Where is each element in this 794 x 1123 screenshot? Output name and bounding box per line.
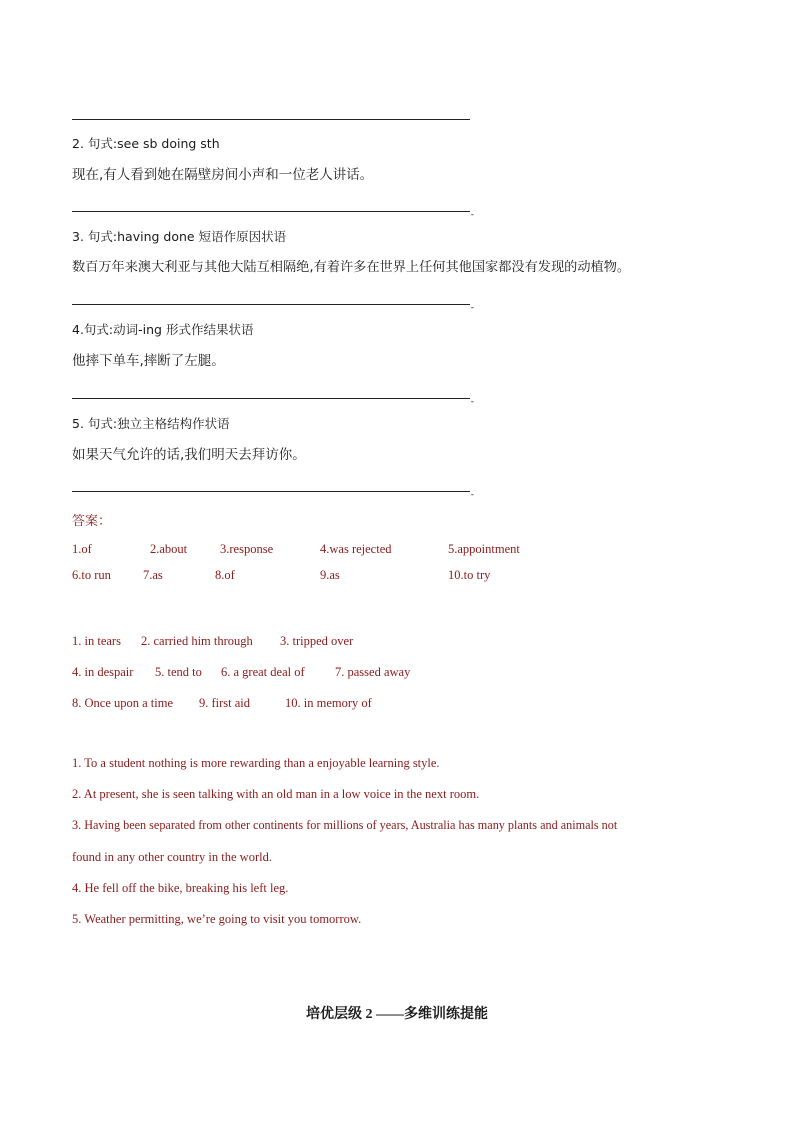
line-end-mark: - [470, 303, 474, 313]
question-3-prompt: 数百万年来澳大利亚与其他大陆互相隔绝,有着许多在世界上任何其他国家都没有发现的动植物。 [72, 260, 631, 275]
question-5-header: 5. 句式:独立主格结构作状语 [72, 416, 230, 431]
phrase-answer: 9. first aid [199, 696, 251, 710]
answer-line-2[interactable] [72, 210, 474, 220]
translation-answer: 5. Weather permitting, we’re going to visit you tomorrow. [72, 912, 362, 926]
vocab-answer: 8.of [215, 568, 235, 582]
answer-line-1[interactable] [72, 119, 470, 120]
line-end-mark: - [470, 210, 474, 220]
section-title: 培优层级 2 ——多维训练提能 [306, 1007, 488, 1022]
phrase-answer: 3. tripped over [280, 634, 354, 648]
vocab-answer: 9.as [320, 568, 340, 582]
translation-answer: 1. To a student nothing is more rewarding than a enjoyable learning style. [72, 756, 440, 770]
phrase-answer: 10. in memory of [285, 696, 372, 710]
vocab-answer: 2.about [150, 542, 188, 556]
phrase-answer: 8. Once upon a time [72, 696, 174, 710]
translation-answer: 4. He fell off the bike, breaking his left leg. [72, 881, 289, 895]
question-2-header: 2. 句式:see sb doing sth [72, 136, 220, 151]
answer-line-3[interactable] [72, 303, 474, 313]
answer-line-5[interactable] [72, 490, 474, 500]
vocab-answer: 5.appointment [448, 542, 520, 556]
line-end-mark: - [470, 397, 474, 407]
translation-answer: found in any other country in the world. [72, 850, 272, 864]
phrase-answer: 4. in despair [72, 665, 134, 679]
phrase-answer: 5. tend to [155, 665, 202, 679]
vocab-answer: 7.as [143, 568, 163, 582]
vocab-answer: 6.to run [72, 568, 111, 582]
vocab-answer: 1.of [72, 542, 92, 556]
vocab-answer: 10.to try [448, 568, 491, 582]
question-2-prompt: 现在,有人看到她在隔壁房间小声和一位老人讲话。 [72, 167, 374, 183]
phrase-answer: 2. carried him through [141, 634, 253, 648]
phrase-answer: 1. in tears [72, 634, 121, 648]
question-4-prompt: 他摔下单车,摔断了左腿。 [72, 353, 225, 369]
phrase-answer: 6. a great deal of [221, 665, 305, 679]
phrase-answer: 7. passed away [335, 665, 411, 679]
vocab-answer: 4.was rejected [320, 542, 392, 556]
answer-line-4[interactable] [72, 397, 474, 407]
question-5-prompt: 如果天气允许的话,我们明天去拜访你。 [72, 447, 306, 463]
question-4-header: 4.句式:动词-ing 形式作结果状语 [72, 322, 254, 337]
translation-answer: 3. Having been separated from other continents for millions of years, Australia has many plants and animals not [72, 818, 618, 832]
translation-answer: 2. At present, she is seen talking with an old man in a low voice in the next room. [72, 787, 480, 801]
answer-label: 答案： [72, 514, 112, 529]
vocab-answer: 3.response [220, 542, 274, 556]
question-3-header: 3. 句式:having done 短语作原因状语 [72, 229, 287, 244]
line-end-mark: - [470, 490, 474, 500]
